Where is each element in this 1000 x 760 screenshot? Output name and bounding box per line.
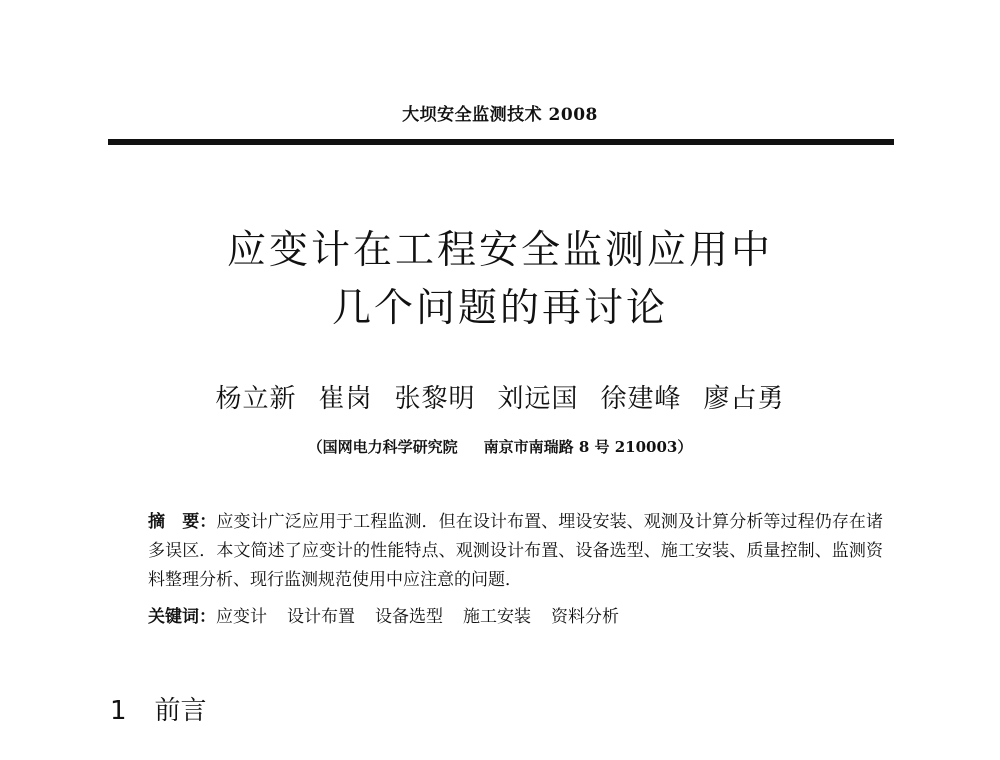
author-name: 廖占勇 (703, 384, 785, 414)
header-rule (108, 139, 894, 145)
abstract (148, 508, 883, 595)
affiliation (0, 436, 1000, 457)
keyword: 应变计 (216, 607, 267, 627)
affiliation-institute: 国网电力科学研究院 (322, 438, 458, 456)
keywords (148, 603, 883, 632)
author-name: 杨立新 (215, 384, 297, 414)
affiliation-open-paren: （ (307, 438, 323, 456)
title-line-1: 应变计在工程安全监测应用中 (226, 228, 773, 273)
author-name: 刘远国 (497, 384, 579, 414)
keyword: 资料分析 (551, 607, 619, 627)
affiliation-address: 南京市南瑞路 8 号 210003 (483, 438, 678, 456)
affiliation-close-paren: ） (677, 438, 693, 456)
author-name: 徐建峰 (600, 384, 682, 414)
section-number: 1 (110, 696, 127, 726)
title-line-2: 几个问题的再讨论 (331, 286, 668, 331)
section-title: 前言 (154, 696, 207, 726)
abstract-label: 摘 要： (148, 512, 217, 532)
keyword: 设备选型 (375, 607, 443, 627)
paper-title (0, 222, 1000, 338)
author-name: 崔岗 (318, 384, 373, 414)
section-heading (110, 690, 207, 727)
keyword: 施工安装 (463, 607, 531, 627)
keywords-label: 关键词： (148, 607, 216, 627)
author-list (0, 378, 1000, 415)
keyword: 设计布置 (287, 607, 355, 627)
running-head: 大坝安全监测技术 2008 (402, 105, 598, 125)
abstract-text: 应变计广泛应用于工程监测．但在设计布置、埋设安装、观测及计算分析等过程仍存在诸多误区．本文简述了应变计的性能特点、观测设计布置、设备选型、施工安装、质量控制、监测资料整理分析、现行监测规范使用中应注意的问题． (148, 512, 884, 590)
author-name: 张黎明 (394, 384, 476, 414)
